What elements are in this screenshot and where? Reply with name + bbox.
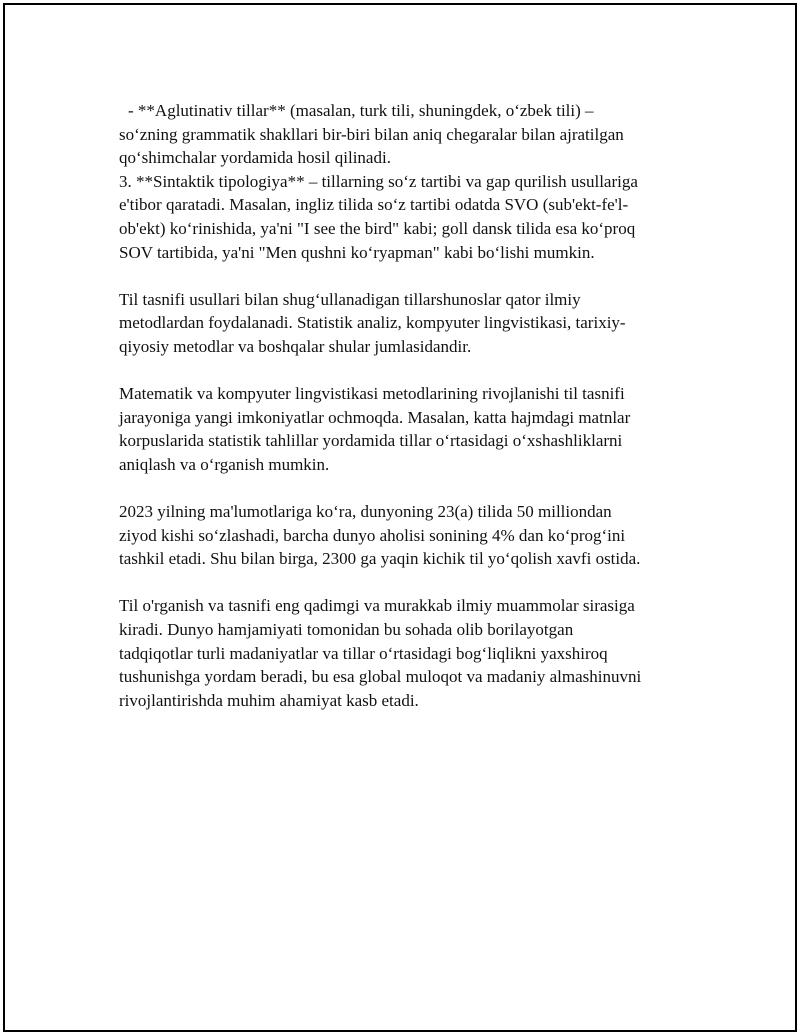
- text-line: ob'ekt) ko‘rinishida, ya'ni "I see the bird" kabi; goll dansk tilida esa ko‘proq: [119, 218, 636, 238]
- text-line: SOV tartibida, ya'ni "Men qushni ko‘ryapman" kabi bo‘lishi mumkin.: [119, 242, 595, 262]
- text-line: rivojlantirishda muhim ahamiyat kasb etadi.: [119, 690, 419, 710]
- text-line: kiradi. Dunyo hamjamiyati tomonidan bu sohada olib borilayotgan: [119, 620, 574, 640]
- text-line: tushunishga yordam beradi, bu esa global muloqot va madaniy almashinuvni: [119, 667, 642, 687]
- document-body: [119, 99, 699, 712]
- text-line: jarayoniga yangi imkoniyatlar ochmoqda. Masalan, katta hajmdagi matnlar: [119, 407, 631, 427]
- text-line: e'tibor qaratadi. Masalan, ingliz tilida so‘z tartibi odatda SVO (sub'ekt-fe'l-: [119, 195, 629, 215]
- text-line: tadqiqotlar turli madaniyatlar va tillar o‘rtasidagi bog‘liqlikni yaxshiroq: [119, 643, 608, 663]
- text-line: korpuslarida statistik tahlillar yordamida tillar o‘rtasidagi o‘xshashliklarni: [119, 431, 623, 451]
- text-line: metodlardan foydalanadi. Statistik analiz, kompyuter lingvistikasi, tarixiy-: [119, 313, 626, 333]
- paragraph-conclusion: [119, 594, 699, 712]
- text-line: so‘zning grammatik shakllari bir-biri bilan aniq chegaralar bilan ajratilgan: [119, 124, 624, 144]
- text-line: 3. **Sintaktik tipologiya** – tillarning so‘z tartibi va gap qurilish usullariga: [119, 171, 638, 191]
- text-line: qiyosiy metodlar va boshqalar shular jumlasidandir.: [119, 336, 472, 356]
- text-line: tashkil etadi. Shu bilan birga, 2300 ga yaqin kichik til yo‘qolish xavfi ostida.: [119, 549, 641, 569]
- text-line: 2023 yilning ma'lumotlariga ko‘ra, dunyoning 23(a) tilida 50 milliondan: [119, 502, 612, 522]
- paragraph-methods: [119, 288, 699, 359]
- text-line: ziyod kishi so‘zlashadi, barcha dunyo aholisi sonining 4% dan ko‘prog‘ini: [119, 525, 626, 545]
- text-line: Til o'rganish va tasnifi eng qadimgi va murakkab ilmiy muammolar sirasiga: [119, 596, 635, 616]
- paragraph-typology-list: [119, 99, 699, 264]
- paragraph-computational-linguistics: [119, 382, 699, 476]
- text-line: Til tasnifi usullari bilan shug‘ullanadigan tillarshunoslar qator ilmiy: [119, 289, 581, 309]
- text-line: aniqlash va o‘rganish mumkin.: [119, 454, 330, 474]
- text-line: qo‘shimchalar yordamida hosil qilinadi.: [119, 148, 391, 168]
- text-line: Matematik va kompyuter lingvistikasi metodlarining rivojlanishi til tasnifi: [119, 384, 625, 404]
- text-line: - **Aglutinativ tillar** (masalan, turk tili, shuningdek, o‘zbek tili) –: [128, 101, 594, 120]
- document-page: [3, 3, 797, 1032]
- paragraph-statistics-2023: [119, 500, 699, 571]
